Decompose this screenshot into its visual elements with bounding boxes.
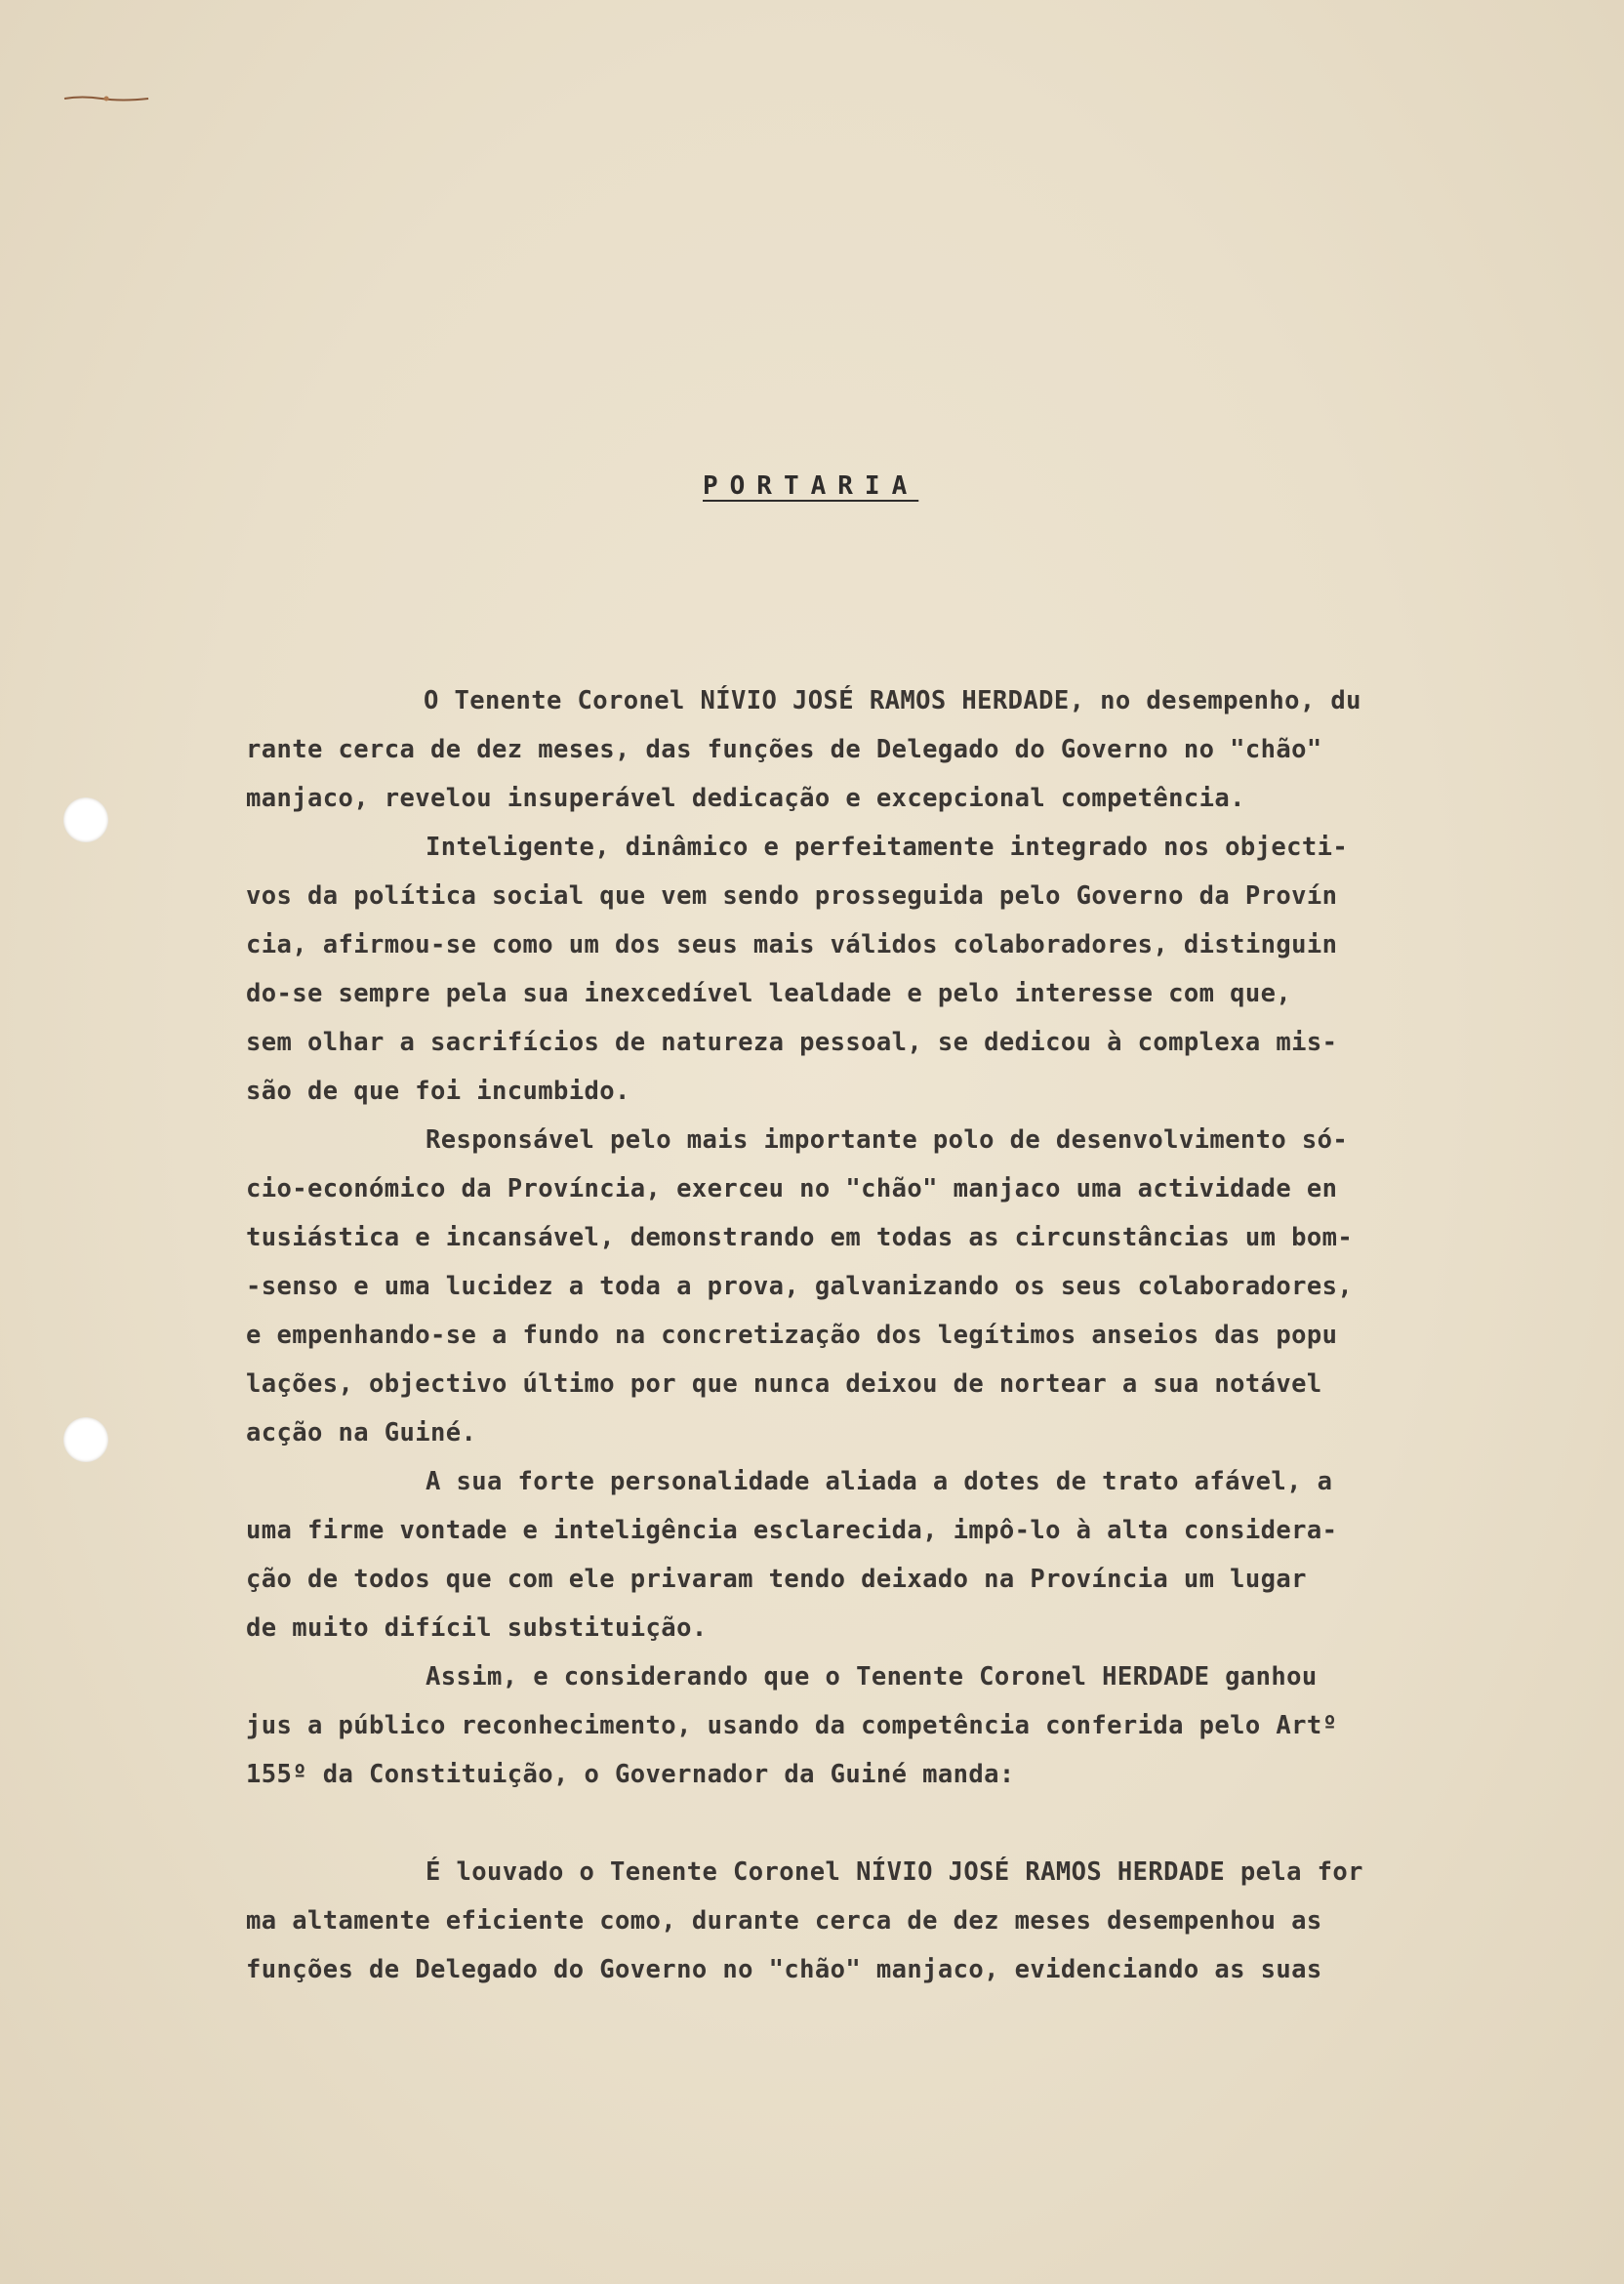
- text-line: e empenhando-se a fundo na concretização dos legítimos anseios das popu: [246, 1321, 1338, 1350]
- text-line: cio-económico da Província, exerceu no "chão" manjaco uma actividade en: [246, 1174, 1338, 1203]
- punch-hole-top: [63, 797, 108, 842]
- text-line: do-se sempre pela sua inexcedível lealdade e pelo interesse com que,: [246, 979, 1292, 1008]
- text-line: de muito difícil substituição.: [246, 1613, 708, 1643]
- text-line: sem olhar a sacrifícios de natureza pessoal, se dedicou à complexa mis-: [246, 1028, 1338, 1057]
- text-line: jus a público reconhecimento, usando da competência conferida pelo Artº: [246, 1711, 1338, 1740]
- text-line: Assim, e considerando que o Tenente Coronel HERDADE ganhou: [426, 1662, 1318, 1692]
- text-line: tusiástica e incansável, demonstrando em todas as circunstâncias um bom-: [246, 1223, 1354, 1252]
- text-line: lações, objectivo último por que nunca deixou de nortear a sua notável: [246, 1369, 1322, 1399]
- text-line: são de que foi incumbido.: [246, 1077, 630, 1106]
- text-line: cia, afirmou-se como um dos seus mais válidos colaboradores, distinguin: [246, 930, 1338, 959]
- text-line: manjaco, revelou insuperável dedicação e excepcional competência.: [246, 784, 1245, 813]
- punch-hole-bottom: [63, 1417, 108, 1462]
- text-line: O Tenente Coronel NÍVIO JOSÉ RAMOS HERDADE, no desempenho, du: [424, 686, 1361, 715]
- text-line: uma firme vontade e inteligência esclarecida, impô-lo à alta considera-: [246, 1516, 1338, 1545]
- staple-mark: [62, 95, 150, 102]
- text-line: acção na Guiné.: [246, 1418, 477, 1448]
- text-line: Responsável pelo mais importante polo de desenvolvimento só-: [426, 1125, 1349, 1155]
- text-line: ção de todos que com ele privaram tendo deixado na Província um lugar: [246, 1565, 1307, 1594]
- text-line: Inteligente, dinâmico e perfeitamente integrado nos objecti-: [426, 833, 1349, 862]
- text-line: -senso e uma lucidez a toda a prova, galvanizando os seus colaboradores,: [246, 1272, 1354, 1301]
- document-title: PORTARIA: [703, 471, 919, 501]
- text-line: A sua forte personalidade aliada a dotes de trato afável, a: [426, 1467, 1333, 1496]
- text-line: É louvado o Tenente Coronel NÍVIO JOSÉ RAMOS HERDADE pela for: [426, 1857, 1363, 1887]
- text-line: vos da política social que vem sendo prosseguida pelo Governo da Provín: [246, 881, 1338, 911]
- text-line: funções de Delegado do Governo no "chão" manjaco, evidenciando as suas: [246, 1955, 1322, 1984]
- text-line: 155º da Constituição, o Governador da Guiné manda:: [246, 1760, 1015, 1789]
- text-line: rante cerca de dez meses, das funções de Delegado do Governo no "chão": [246, 735, 1322, 764]
- text-line: ma altamente eficiente como, durante cerca de dez meses desempenhou as: [246, 1906, 1322, 1936]
